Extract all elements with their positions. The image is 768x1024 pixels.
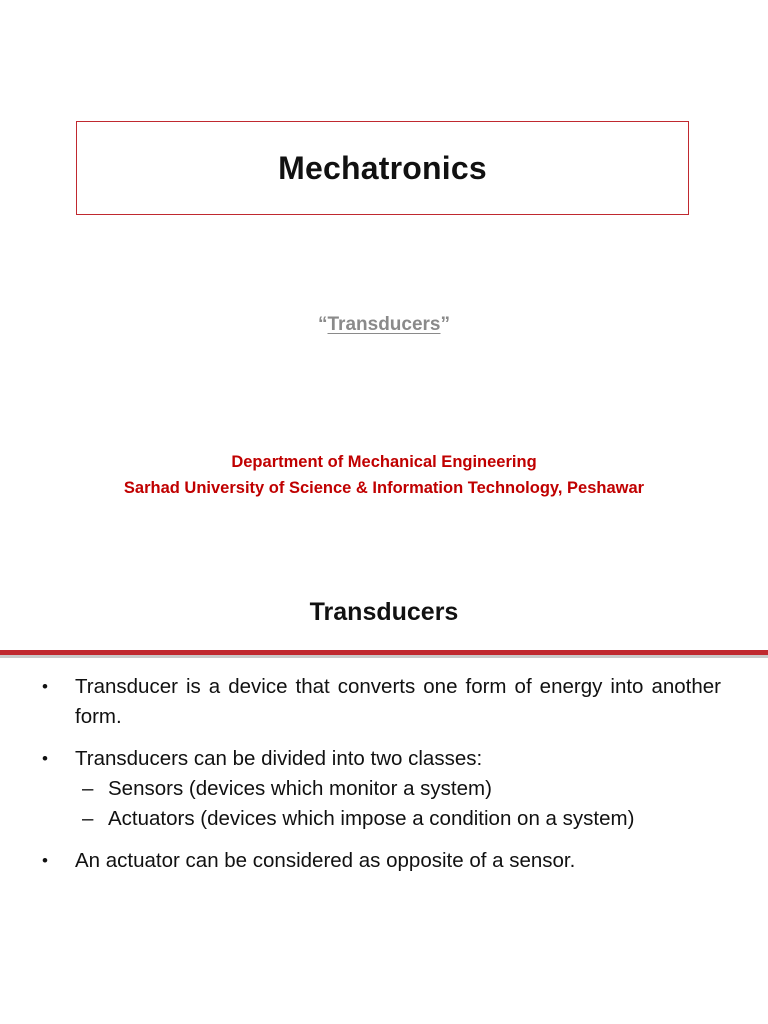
- sub-bullet-text: Sensors (devices which monitor a system): [108, 777, 492, 800]
- title-box: [76, 121, 689, 215]
- sub-bullet-item: [0, 804, 768, 834]
- sub-bullet-dash-icon: –: [82, 807, 94, 830]
- bullet-text: Transducers can be divided into two classes:: [75, 747, 483, 770]
- slide-subtitle: [0, 314, 768, 336]
- title-divider-gray: [0, 655, 768, 658]
- bullet-text: Transducer is a device that converts one form of energy into another form.: [75, 675, 721, 728]
- sub-bullet-dash-icon: –: [82, 777, 94, 800]
- bullet-dot-icon: •: [42, 851, 48, 870]
- bullet-dot-icon: •: [42, 677, 48, 696]
- department-name: Department of Mechanical Engineering: [231, 453, 537, 471]
- content-slide: [0, 580, 768, 1024]
- sub-bullet-item: [0, 774, 768, 804]
- bullet-list: [0, 672, 768, 876]
- sub-bullet-text: Actuators (devices which impose a condition on a system): [108, 807, 635, 830]
- content-slide-title: Transducers: [309, 598, 459, 626]
- bullet-dot-icon: •: [42, 749, 48, 768]
- slide-title: Mechatronics: [278, 149, 487, 186]
- bullet-text: An actuator can be considered as opposite of a sensor.: [75, 849, 576, 872]
- bullet-item: [0, 672, 768, 732]
- subtitle-close-quote: ”: [440, 314, 450, 335]
- subtitle-word: Transducers: [327, 314, 441, 335]
- bullet-item: [0, 846, 768, 876]
- university-name: Sarhad University of Science & Information Technology, Peshawar: [123, 479, 645, 497]
- subtitle-open-quote: “: [318, 314, 328, 335]
- bullet-item: [0, 744, 768, 774]
